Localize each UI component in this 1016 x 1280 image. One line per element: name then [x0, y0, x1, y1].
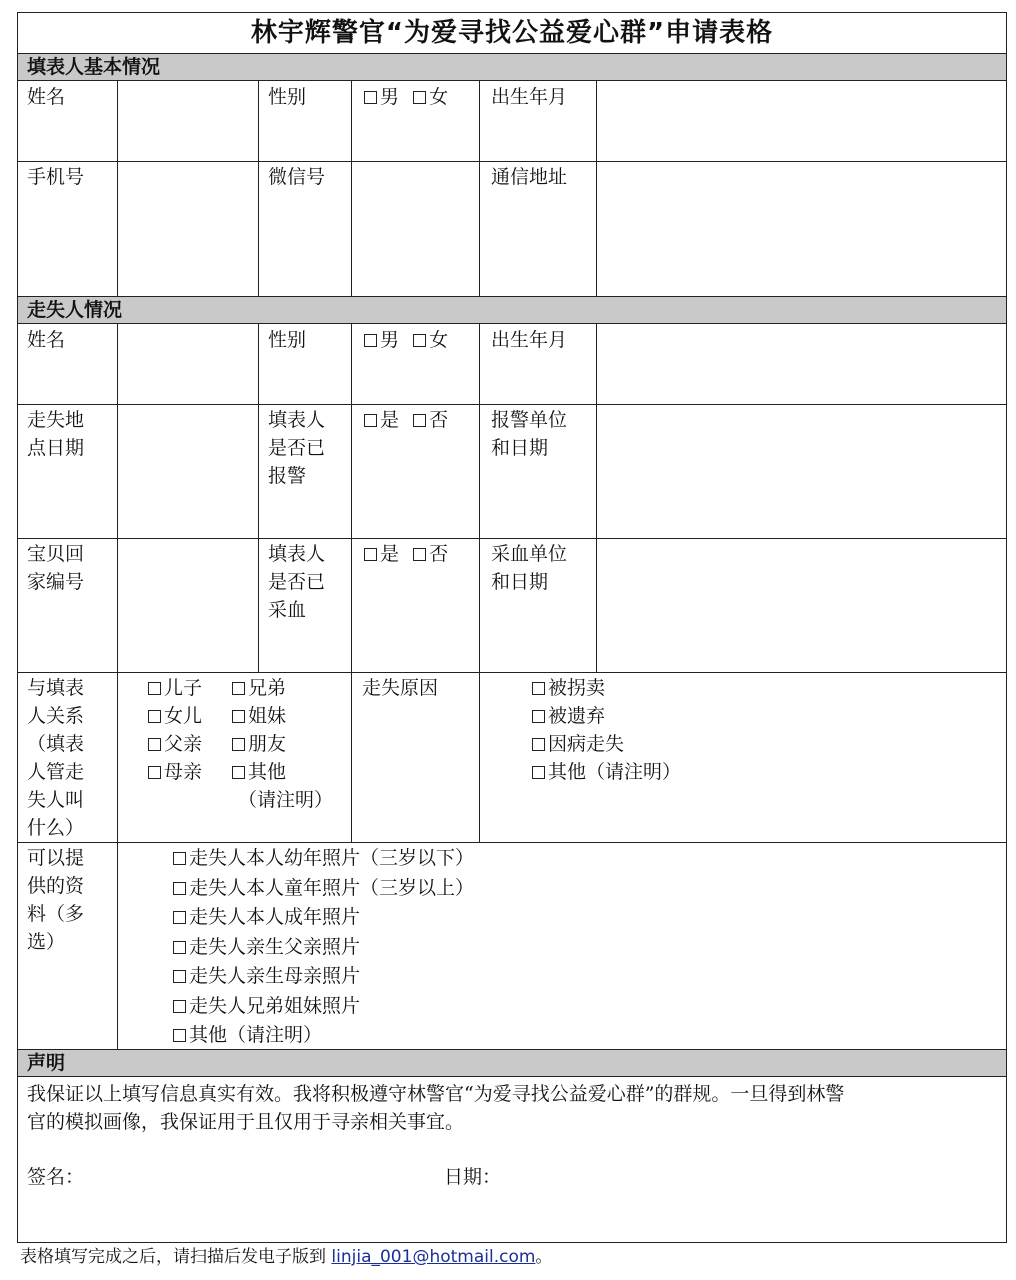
label-line: 是否已 [268, 571, 326, 593]
missing-name-label: 姓名 [27, 329, 66, 351]
checkbox[interactable] [364, 548, 377, 561]
checkbox[interactable] [364, 91, 377, 104]
applicant-gender-label: 性别 [268, 86, 307, 108]
option-label: 是 [380, 409, 400, 431]
checkbox[interactable] [532, 766, 545, 779]
material-other-option[interactable] [173, 1021, 474, 1051]
checkbox[interactable] [148, 710, 161, 723]
applicant-name-label: 姓名 [27, 86, 66, 108]
signature-field[interactable] [88, 1163, 428, 1193]
divider [18, 538, 1006, 539]
email-link[interactable]: linjia_001@hotmail.com [331, 1247, 536, 1267]
label-line: 可以提 [27, 847, 85, 869]
label-line: 填表人 [268, 543, 326, 565]
label-line: 人管走 [27, 761, 85, 783]
option-label: 朋友 [248, 733, 287, 755]
blood-no-option[interactable] [413, 543, 448, 565]
checkbox[interactable] [173, 852, 186, 865]
police-unit-label [491, 406, 567, 462]
checkbox[interactable] [532, 710, 545, 723]
option-label: 女 [429, 86, 449, 108]
checkbox[interactable] [413, 548, 426, 561]
divider [18, 161, 1006, 162]
label-line: 点日期 [27, 437, 85, 459]
label-line: 宝贝回 [27, 543, 85, 565]
section-header-missing-person [18, 296, 1006, 324]
baobei-number-label [27, 540, 84, 596]
checkbox[interactable] [364, 334, 377, 347]
label-line: 料（多 [27, 903, 85, 925]
label-line: 什么） [27, 817, 85, 839]
declaration-text [27, 1080, 997, 1136]
reported-label [268, 406, 325, 490]
applicant-phone-label: 手机号 [27, 166, 85, 188]
declaration-line: 官的模拟画像，我保证用于且仅用于寻亲相关事宜。 [27, 1111, 465, 1133]
option-label: 走失人亲生母亲照片 [189, 965, 361, 987]
missing-name-field[interactable] [120, 326, 256, 402]
option-label: 其他（请注明） [548, 761, 682, 783]
missing-birth-field[interactable] [599, 326, 1004, 402]
footer-text-end: 。 [535, 1247, 553, 1267]
label-line: 和日期 [491, 571, 549, 593]
material-adult-photo-option[interactable] [173, 903, 474, 933]
applicant-gender-options [364, 83, 448, 111]
gender-male-option[interactable] [364, 329, 399, 351]
applicant-wechat-label: 微信号 [268, 166, 326, 188]
blood-sample-options [364, 540, 448, 568]
missing-gender-options [364, 326, 448, 354]
relation-brother-option[interactable] [232, 677, 286, 699]
checkbox[interactable] [413, 414, 426, 427]
checkbox[interactable] [413, 334, 426, 347]
label-line: 失人叫 [27, 789, 85, 811]
checkbox[interactable] [173, 970, 186, 983]
option-label: 因病走失 [548, 733, 625, 755]
divider [596, 81, 597, 296]
label-line: 供的资 [27, 875, 85, 897]
option-label: 父亲 [164, 733, 203, 755]
materials-options [173, 844, 474, 1051]
material-child-photo-option[interactable] [173, 874, 474, 904]
application-form [17, 12, 1007, 1243]
divider [479, 324, 480, 842]
option-label: 走失人本人童年照片（三岁以上） [189, 876, 475, 899]
option-label: 走失人本人成年照片 [189, 906, 361, 928]
option-label: 儿子 [164, 677, 203, 699]
date-field[interactable] [506, 1163, 806, 1193]
declaration-line: 我保证以上填写信息真实有效。我将积极遵守林警官“为爱寻找公益爱心群”的群规。一旦得到林警 [27, 1083, 845, 1105]
reported-options [364, 406, 448, 434]
option-label: 女 [429, 329, 449, 351]
footer-text: 表格填写完成之后，请扫描后发电子版到 [20, 1247, 332, 1267]
material-father-photo-option[interactable] [173, 933, 474, 963]
applicant-phone-field[interactable] [120, 163, 256, 293]
reason-illness-option[interactable] [532, 730, 681, 758]
option-label: 走失人兄弟姐妹照片 [189, 994, 361, 1017]
footer-instruction [20, 1244, 552, 1270]
checkbox[interactable] [173, 882, 186, 895]
material-infant-photo-option[interactable] [173, 844, 474, 874]
label-line: 是否已 [268, 437, 326, 459]
checkbox[interactable] [232, 738, 245, 751]
divider [351, 81, 352, 296]
label-line: 报警单位 [491, 409, 568, 431]
signature-label: 签名： [27, 1166, 85, 1188]
label-line: 填表人 [268, 409, 326, 431]
relation-son-option[interactable] [148, 674, 232, 702]
section-header-label: 声明 [27, 1052, 66, 1074]
divider [18, 672, 1006, 673]
label-line: 家编号 [27, 571, 85, 593]
applicant-birth-field[interactable] [599, 83, 1004, 159]
option-label: 女儿 [164, 705, 203, 727]
option-label: 是 [380, 543, 400, 565]
applicant-name-field[interactable] [120, 83, 256, 159]
checkbox[interactable] [148, 766, 161, 779]
label-line: （填表 [27, 733, 85, 755]
checkbox[interactable] [148, 682, 161, 695]
relation-father-option[interactable] [148, 730, 232, 758]
option-label: 其他（请注明） [189, 1024, 323, 1046]
divider [479, 81, 480, 296]
checkbox[interactable] [173, 941, 186, 954]
relation-sister-option[interactable] [232, 705, 286, 727]
divider [117, 81, 118, 296]
applicant-wechat-field[interactable] [354, 163, 477, 293]
checkbox[interactable] [148, 738, 161, 751]
divider [351, 324, 352, 842]
reported-no-option[interactable] [413, 409, 448, 431]
section-header-label: 走失人情况 [27, 299, 123, 321]
label-line: 人关系 [27, 705, 85, 727]
checkbox[interactable] [413, 91, 426, 104]
option-label: 兄弟 [248, 677, 287, 699]
relation-label [27, 674, 84, 842]
option-label: 被遗弃 [548, 705, 606, 727]
lost-place-date-label [27, 406, 84, 462]
gender-female-option[interactable] [413, 86, 448, 108]
reason-abandoned-option[interactable] [532, 702, 681, 730]
blood-yes-option[interactable] [364, 543, 399, 565]
material-mother-photo-option[interactable] [173, 962, 474, 992]
gender-male-option[interactable] [364, 86, 399, 108]
blood-sample-label [268, 540, 325, 624]
divider [117, 324, 118, 1049]
option-label: 母亲 [164, 761, 203, 783]
applicant-birth-label: 出生年月 [491, 86, 568, 108]
material-siblings-photo-option[interactable] [173, 992, 474, 1022]
checkbox[interactable] [232, 766, 245, 779]
reason-label: 走失原因 [362, 677, 439, 699]
divider [18, 404, 1006, 405]
option-label: 其他 [248, 761, 287, 783]
materials-label [27, 844, 84, 956]
divider [18, 842, 1006, 843]
checkbox[interactable] [364, 414, 377, 427]
baobei-number-field[interactable] [120, 540, 256, 670]
label-line: 与填表 [27, 677, 85, 699]
option-label: 姐妹 [248, 705, 287, 727]
checkbox[interactable] [173, 911, 186, 924]
section-header-declaration [18, 1049, 1006, 1077]
gender-female-option[interactable] [413, 329, 448, 351]
reason-abducted-option[interactable] [532, 674, 681, 702]
label-line: 报警 [268, 465, 307, 487]
form-title: 林宇辉警官“为爱寻找公益爱心群”申请表格 [250, 18, 774, 48]
option-label: 男 [380, 86, 400, 108]
option-label: 被拐卖 [548, 677, 606, 699]
option-label: 否 [429, 409, 449, 431]
lost-place-date-field[interactable] [120, 406, 256, 536]
checkbox[interactable] [173, 1000, 186, 1013]
label-line: 采血 [268, 599, 307, 621]
checkbox[interactable] [232, 682, 245, 695]
relation-note: （请注明） [238, 789, 334, 811]
reason-options [532, 674, 681, 786]
option-label: 走失人亲生父亲照片 [189, 935, 361, 958]
blood-unit-field[interactable] [599, 540, 1004, 670]
label-line: 和日期 [491, 437, 549, 459]
missing-birth-label: 出生年月 [491, 329, 568, 351]
relation-friend-option[interactable] [232, 733, 286, 755]
missing-gender-label: 性别 [268, 329, 307, 351]
divider [258, 324, 259, 672]
police-unit-field[interactable] [599, 406, 1004, 536]
relation-mother-option[interactable] [148, 758, 232, 786]
checkbox[interactable] [532, 738, 545, 751]
divider [258, 81, 259, 296]
relation-options [148, 674, 333, 814]
relation-daughter-option[interactable] [148, 702, 232, 730]
section-header-applicant [18, 53, 1006, 81]
checkbox[interactable] [232, 710, 245, 723]
blood-unit-label [491, 540, 567, 596]
divider [596, 324, 597, 672]
option-label: 否 [429, 543, 449, 565]
option-label: 男 [380, 329, 400, 351]
relation-other-option[interactable] [232, 761, 286, 783]
section-header-label: 填表人基本情况 [27, 56, 161, 78]
option-label: 走失人本人幼年照片（三岁以下） [189, 847, 475, 869]
checkbox[interactable] [173, 1029, 186, 1042]
label-line: 选） [27, 931, 66, 953]
checkbox[interactable] [532, 682, 545, 695]
reported-yes-option[interactable] [364, 409, 399, 431]
applicant-address-label: 通信地址 [491, 166, 568, 188]
date-label: 日期： [444, 1166, 502, 1188]
reason-other-option[interactable] [532, 758, 681, 786]
label-line: 采血单位 [491, 543, 568, 565]
label-line: 走失地 [27, 409, 85, 431]
applicant-address-field[interactable] [599, 163, 1004, 293]
